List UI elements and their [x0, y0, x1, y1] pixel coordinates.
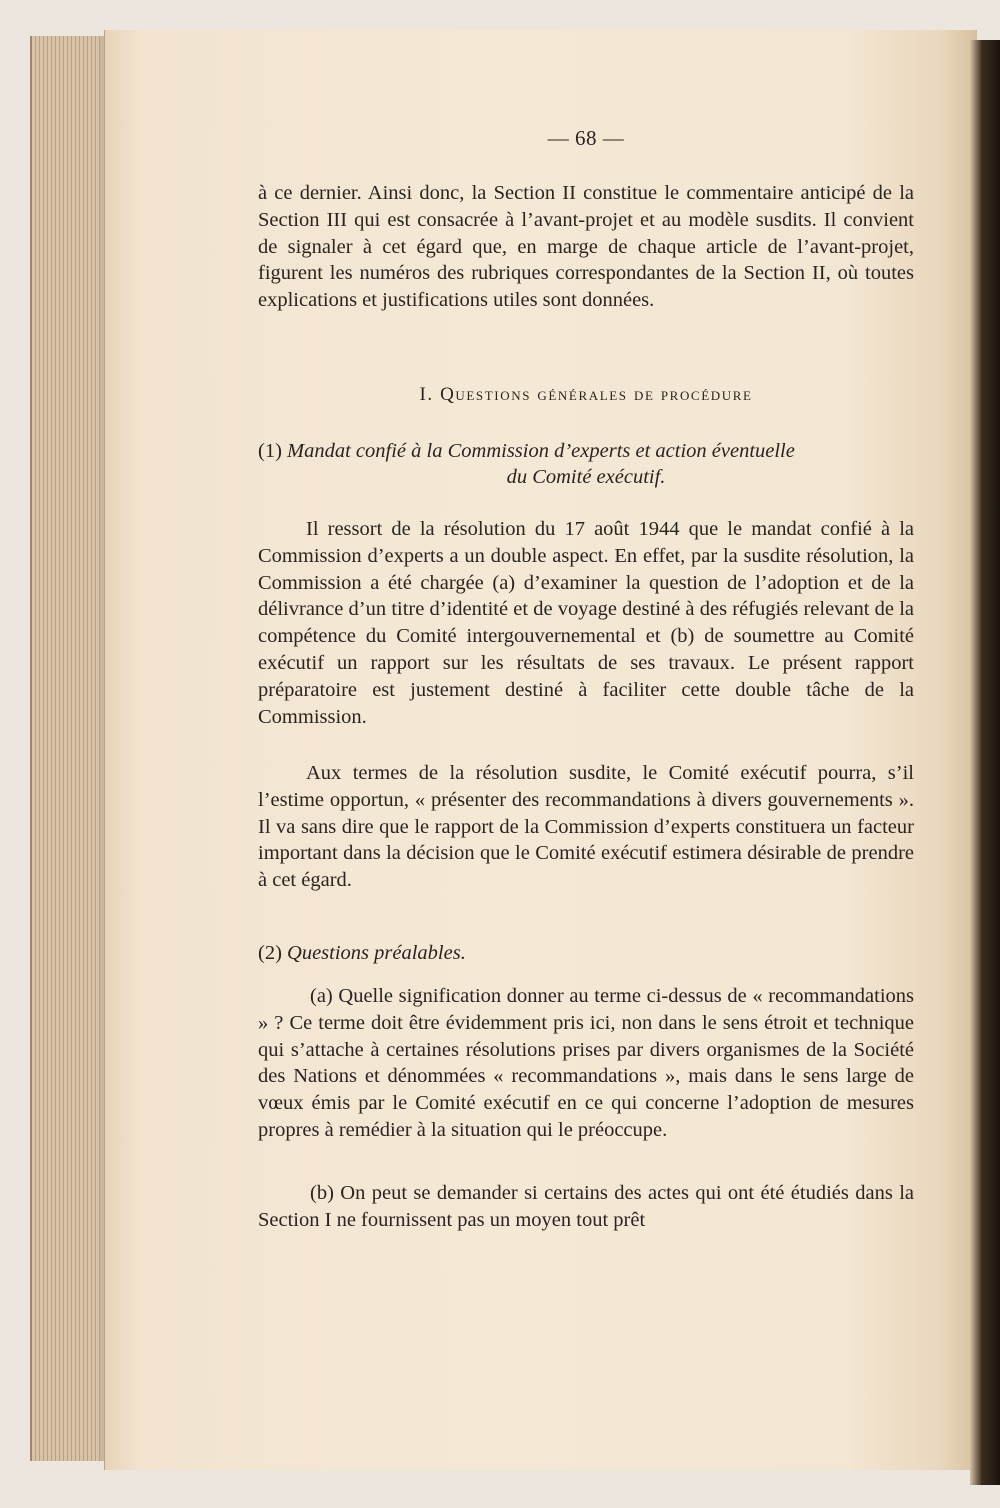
section-heading: I. Questions générales de procédure — [419, 384, 753, 405]
subsection-2-title — [258, 942, 914, 965]
intro-paragraph: à ce dernier. Ainsi donc, la Section II constitue le commentaire anticipé de la Section III qui est consacrée à l’avant-projet et au modèle susdits. Il convient de signaler à cet égard que, en marge de chaque article de l’avant-projet, figurent les numéros des rubriques correspondantes de la Section II, où toutes explications et justifications utiles sont données. — [258, 182, 914, 312]
page-number: — 68 — — [547, 126, 625, 150]
page-edges — [30, 36, 112, 1461]
subsection-2-title-text: Questions préalables. — [287, 942, 466, 964]
subsection-1-title-line1: Mandat confié à la Commission d’experts et action éventuelle — [287, 440, 795, 462]
subsection-1-title-line2: du Comité exécutif. — [506, 466, 666, 488]
book-gutter — [970, 40, 1000, 1485]
subsection-1-number: (1) — [258, 440, 282, 462]
paragraph-mandate: Il ressort de la résolution du 17 août 1944 que le mandat confié à la Commission d’experts a un double aspect. En effet, par la susdite résolution, la Commission a été chargée (a) d’examiner la question de l’adoption et de la délivrance d’un titre d’identité et de voyage destiné à des réfugiés relevant de la compétence du Comité intergouvernemental et (b) de soumettre au Comité exécutif un rapport sur les résultats de ses travaux. Le présent rapport préparatoire est justement destiné à faciliter cette double tâche de la Commission. — [258, 518, 914, 728]
paragraph-b: (b) On peut se demander si certains des actes qui ont été étudiés dans la Section I ne fournissent pas un moyen tout prêt — [258, 1182, 914, 1231]
subsection-1-title — [258, 438, 914, 490]
paragraph-recommendations: Aux termes de la résolution susdite, le Comité exécutif pourra, s’il l’estime opportun, « présenter des recommandations à divers gouvernements ». Il va sans dire que le rapport de la Commission d’experts constituera un facteur important dans la décision que le Comité exécutif estimera désirable de prendre à cet égard. — [258, 762, 914, 892]
subsection-2-number: (2) — [258, 942, 282, 964]
paragraph-a: (a) Quelle signification donner au terme ci-dessus de « recommandations » ? Ce terme doit être évidemment pris ici, non dans le sens étroit et technique qui s’attache à certaines résolutions prises par divers organismes de la Société des Nations et dénommées « recommandations », mais dans le sens large de vœux émis par le Comité exécutif en ce qui concerne l’adoption de mesures propres à remédier à la situation qui le préoccupe. — [258, 985, 914, 1141]
